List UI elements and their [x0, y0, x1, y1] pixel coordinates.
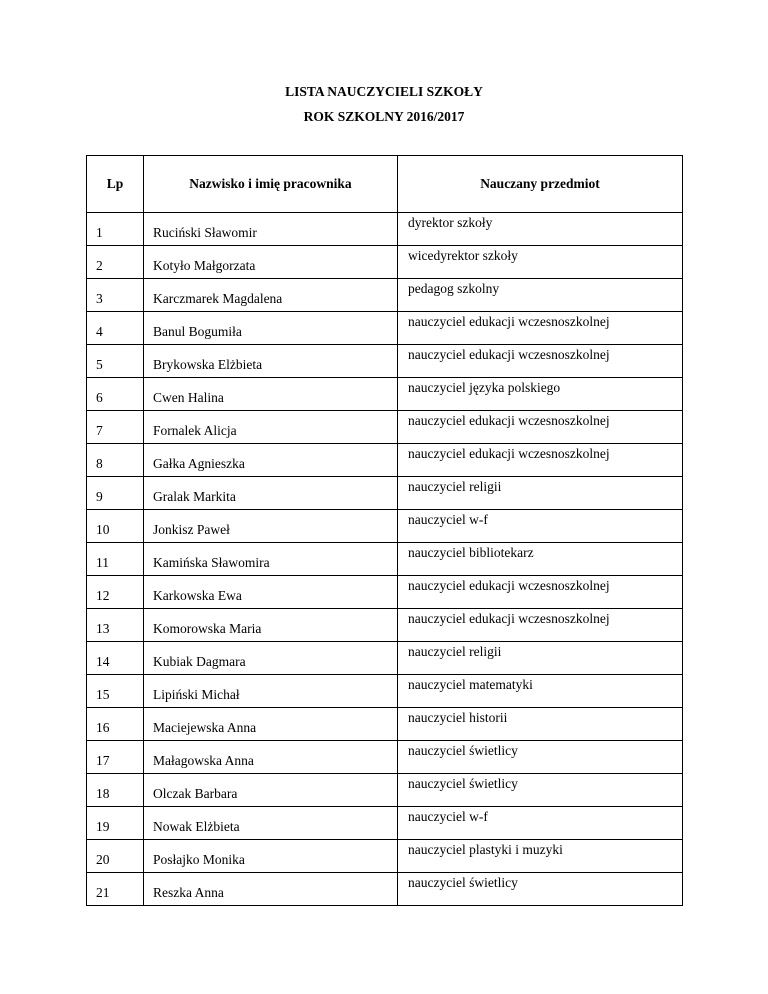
row-lp-cell	[87, 345, 144, 378]
row-name-cell	[144, 345, 398, 378]
row-subject-cell	[398, 675, 683, 708]
row-name-cell	[144, 543, 398, 576]
row-name-cell	[144, 708, 398, 741]
row-subject: nauczyciel matematyki	[408, 677, 533, 692]
row-name: Gałka Agnieszka	[153, 456, 245, 471]
row-subject: nauczyciel edukacji wczesnoszkolnej	[408, 347, 610, 362]
row-lp: 17	[96, 753, 110, 768]
row-name-cell	[144, 807, 398, 840]
row-subject: nauczyciel religii	[408, 644, 502, 659]
row-lp: 13	[96, 621, 110, 636]
row-subject: nauczyciel świetlicy	[408, 875, 518, 890]
row-lp-cell	[87, 279, 144, 312]
row-lp: 16	[96, 720, 110, 735]
row-subject: nauczyciel edukacji wczesnoszkolnej	[408, 578, 610, 593]
row-subject-cell	[398, 741, 683, 774]
header-subject: Nauczany przedmiot	[398, 156, 683, 213]
row-name: Komorowska Maria	[153, 621, 262, 636]
table-row	[87, 642, 683, 675]
row-subject: nauczyciel edukacji wczesnoszkolnej	[408, 413, 610, 428]
table-row	[87, 807, 683, 840]
row-lp: 1	[96, 225, 103, 240]
table-row	[87, 213, 683, 246]
row-subject: wicedyrektor szkoły	[408, 248, 518, 263]
row-lp-cell	[87, 477, 144, 510]
row-name-cell	[144, 873, 398, 906]
row-name-cell	[144, 510, 398, 543]
row-subject-cell	[398, 642, 683, 675]
header-name: Nazwisko i imię pracownika	[144, 156, 398, 213]
row-name-cell	[144, 675, 398, 708]
row-lp-cell	[87, 213, 144, 246]
row-subject-cell	[398, 873, 683, 906]
row-subject-cell	[398, 444, 683, 477]
table-header-row	[87, 156, 683, 213]
row-name-cell	[144, 840, 398, 873]
row-name-cell	[144, 411, 398, 444]
row-lp: 3	[96, 291, 103, 306]
row-name-cell	[144, 774, 398, 807]
row-subject-cell	[398, 477, 683, 510]
row-subject-cell	[398, 378, 683, 411]
row-subject: nauczyciel edukacji wczesnoszkolnej	[408, 314, 610, 329]
row-lp-cell	[87, 444, 144, 477]
row-subject-cell	[398, 279, 683, 312]
row-name-cell	[144, 642, 398, 675]
row-subject: nauczyciel historii	[408, 710, 508, 725]
row-lp-cell	[87, 741, 144, 774]
table-row	[87, 477, 683, 510]
row-lp: 19	[96, 819, 110, 834]
row-lp: 6	[96, 390, 103, 405]
row-subject: nauczyciel edukacji wczesnoszkolnej	[408, 611, 610, 626]
row-subject: nauczyciel w-f	[408, 512, 488, 527]
row-name: Maciejewska Anna	[153, 720, 257, 735]
row-name: Brykowska Elżbieta	[153, 357, 263, 372]
row-name-cell	[144, 444, 398, 477]
row-name: Kamińska Sławomira	[153, 555, 270, 570]
row-name: Posłajko Monika	[153, 852, 245, 867]
row-subject-cell	[398, 774, 683, 807]
row-name-cell	[144, 609, 398, 642]
row-subject: nauczyciel świetlicy	[408, 743, 518, 758]
row-lp-cell	[87, 840, 144, 873]
row-name: Kotyło Małgorzata	[153, 258, 256, 273]
row-lp: 20	[96, 852, 110, 867]
row-name-cell	[144, 477, 398, 510]
row-lp-cell	[87, 609, 144, 642]
row-lp-cell	[87, 411, 144, 444]
row-subject-cell	[398, 246, 683, 279]
table-row	[87, 510, 683, 543]
row-lp: 18	[96, 786, 110, 801]
row-subject-cell	[398, 807, 683, 840]
row-lp: 14	[96, 654, 110, 669]
school-year-subtitle: ROK SZKOLNY 2016/2017	[303, 109, 465, 124]
row-lp-cell	[87, 708, 144, 741]
row-lp: 2	[96, 258, 103, 273]
row-lp: 21	[96, 885, 110, 900]
row-name-cell	[144, 246, 398, 279]
row-subject-cell	[398, 609, 683, 642]
table-row	[87, 741, 683, 774]
row-lp: 12	[96, 588, 110, 603]
row-subject: nauczyciel świetlicy	[408, 776, 518, 791]
row-lp-cell	[87, 543, 144, 576]
row-lp: 4	[96, 324, 103, 339]
row-lp-cell	[87, 873, 144, 906]
table-row	[87, 312, 683, 345]
table-row	[87, 279, 683, 312]
row-subject-cell	[398, 510, 683, 543]
row-name: Jonkisz Paweł	[153, 522, 230, 537]
row-name: Karczmarek Magdalena	[153, 291, 283, 306]
row-lp: 7	[96, 423, 103, 438]
row-lp: 5	[96, 357, 103, 372]
row-subject: nauczyciel języka polskiego	[408, 380, 561, 395]
row-subject-cell	[398, 543, 683, 576]
row-lp-cell	[87, 378, 144, 411]
table-row	[87, 675, 683, 708]
row-name: Gralak Markita	[153, 489, 236, 504]
row-subject-cell	[398, 411, 683, 444]
table-row	[87, 873, 683, 906]
row-lp: 9	[96, 489, 103, 504]
row-subject: nauczyciel plastyki i muzyki	[408, 842, 563, 857]
row-lp: 10	[96, 522, 110, 537]
row-lp-cell	[87, 246, 144, 279]
row-subject: nauczyciel w-f	[408, 809, 488, 824]
row-lp-cell	[87, 675, 144, 708]
row-lp-cell	[87, 642, 144, 675]
table-row	[87, 246, 683, 279]
row-subject: nauczyciel bibliotekarz	[408, 545, 534, 560]
row-subject-cell	[398, 708, 683, 741]
row-lp: 11	[96, 555, 109, 570]
row-name: Kubiak Dagmara	[153, 654, 246, 669]
row-lp-cell	[87, 807, 144, 840]
row-subject-cell	[398, 312, 683, 345]
table-row	[87, 774, 683, 807]
row-lp-cell	[87, 576, 144, 609]
row-lp-cell	[87, 510, 144, 543]
table-row	[87, 840, 683, 873]
row-name: Ruciński Sławomir	[153, 225, 257, 240]
row-subject-cell	[398, 840, 683, 873]
row-name: Nowak Elżbieta	[153, 819, 240, 834]
table-row	[87, 708, 683, 741]
row-subject-cell	[398, 345, 683, 378]
row-subject: pedagog szkolny	[408, 281, 500, 296]
row-name-cell	[144, 213, 398, 246]
row-subject: nauczyciel edukacji wczesnoszkolnej	[408, 446, 610, 461]
row-subject: nauczyciel religii	[408, 479, 502, 494]
teachers-table	[86, 155, 683, 906]
table-row	[87, 543, 683, 576]
table-row	[87, 411, 683, 444]
row-name-cell	[144, 741, 398, 774]
row-name: Lipiński Michał	[153, 687, 240, 702]
row-name-cell	[144, 312, 398, 345]
row-name: Reszka Anna	[153, 885, 224, 900]
row-subject: dyrektor szkoły	[408, 215, 493, 230]
row-name-cell	[144, 576, 398, 609]
row-name: Małagowska Anna	[153, 753, 254, 768]
table-row	[87, 444, 683, 477]
row-name: Cwen Halina	[153, 390, 224, 405]
row-lp-cell	[87, 312, 144, 345]
row-subject-cell	[398, 213, 683, 246]
row-name-cell	[144, 279, 398, 312]
row-name: Banul Bogumiła	[153, 324, 242, 339]
document-title: LISTA NAUCZYCIELI SZKOŁY	[285, 84, 483, 99]
table-row	[87, 378, 683, 411]
table-row	[87, 609, 683, 642]
row-lp-cell	[87, 774, 144, 807]
table-row	[87, 345, 683, 378]
row-lp: 15	[96, 687, 110, 702]
header-lp: Lp	[87, 156, 144, 213]
row-name-cell	[144, 378, 398, 411]
row-lp: 8	[96, 456, 103, 471]
row-name: Fornalek Alicja	[153, 423, 237, 438]
table-row	[87, 576, 683, 609]
row-subject-cell	[398, 576, 683, 609]
row-name: Karkowska Ewa	[153, 588, 242, 603]
row-name: Olczak Barbara	[153, 786, 238, 801]
